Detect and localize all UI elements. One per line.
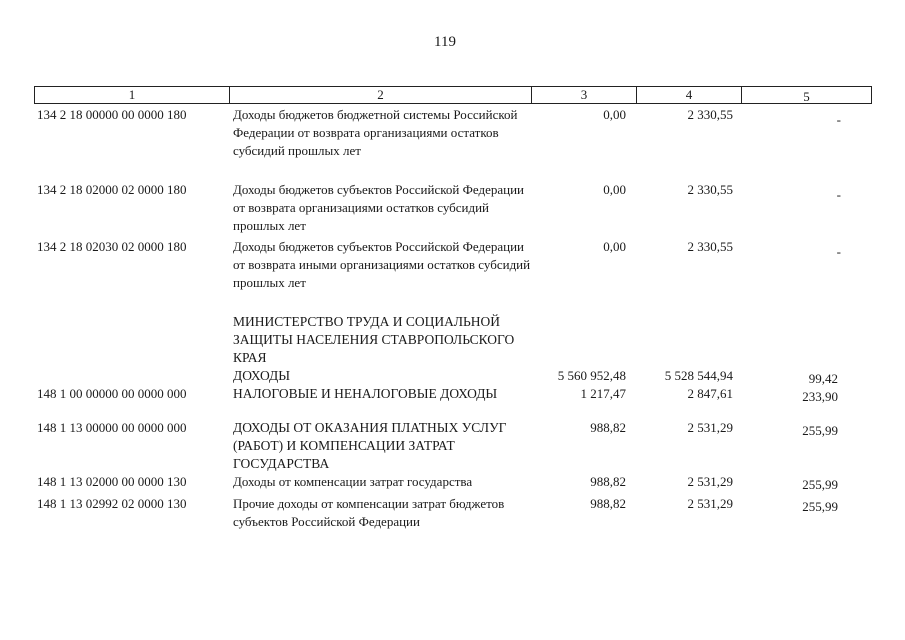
column-header-2: 2 — [230, 87, 532, 103]
row-description: ДОХОДЫ ОТ ОКАЗАНИЯ ПЛАТНЫХ УСЛУГ (РАБОТ) И КОМПЕНСАЦИИ ЗАТРАТ ГОСУДАРСТВА — [233, 420, 507, 471]
value-col4: 2 531,29 — [687, 474, 733, 489]
ministry-heading: МИНИСТЕРСТВО ТРУДА И СОЦИАЛЬНОЙ ЗАЩИТЫ НАСЕЛЕНИЯ СТАВРОПОЛЬСКОГО КРАЯ — [233, 314, 515, 365]
value-col3: 988,82 — [590, 420, 626, 435]
budget-code: 148 1 00 00000 00 0000 000 — [37, 386, 187, 401]
value-col5: - — [836, 244, 841, 259]
value-col4: 2 531,29 — [687, 496, 733, 511]
value-col5: 233,90 — [802, 389, 838, 404]
budget-code: 148 1 13 00000 00 0000 000 — [37, 420, 187, 435]
page-number: 119 — [434, 34, 456, 50]
value-col3: 988,82 — [590, 474, 626, 489]
budget-code: 134 2 18 02000 02 0000 180 — [37, 182, 187, 197]
table-column-header — [34, 86, 872, 104]
value-col5: - — [836, 112, 841, 127]
value-col3: 1 217,47 — [580, 386, 626, 401]
value-col4: 2 330,55 — [687, 107, 733, 122]
value-col4: 2 531,29 — [687, 420, 733, 435]
budget-code: 148 1 13 02000 00 0000 130 — [37, 474, 187, 489]
row-description: Доходы бюджетов субъектов Российской Федерации от возврата иными организациями остатков субсидий прошлых лет — [233, 239, 531, 290]
value-col3: 0,00 — [603, 182, 626, 197]
value-col5: 255,99 — [802, 477, 838, 492]
value-col3: 5 560 952,48 — [557, 368, 626, 383]
budget-code: 134 2 18 02030 02 0000 180 — [37, 239, 187, 254]
value-col4: 5 528 544,94 — [664, 368, 733, 383]
row-description: Доходы бюджетов субъектов Российской Федерации от возврата организациями остатков субсидий прошлых лет — [233, 182, 524, 233]
column-header-1: 1 — [35, 87, 230, 103]
column-header-3: 3 — [532, 87, 637, 103]
value-col5: 255,99 — [802, 423, 838, 438]
budget-code: 148 1 13 02992 02 0000 130 — [37, 496, 187, 511]
row-description: Прочие доходы от компенсации затрат бюджетов субъектов Российской Федерации — [233, 496, 505, 529]
row-description: Доходы бюджетов бюджетной системы Российской Федерации от возврата организациями остатков субсидий прошлых лет — [233, 107, 518, 158]
column-header-4: 4 — [637, 87, 742, 103]
value-col3: 0,00 — [603, 239, 626, 254]
value-col4: 2 330,55 — [687, 239, 733, 254]
value-col5: 255,99 — [802, 499, 838, 514]
budget-code: 134 2 18 00000 00 0000 180 — [37, 107, 187, 122]
value-col3: 0,00 — [603, 107, 626, 122]
value-col5: 99,42 — [808, 371, 838, 386]
value-col4: 2 330,55 — [687, 182, 733, 197]
row-description: НАЛОГОВЫЕ И НЕНАЛОГОВЫЕ ДОХОДЫ — [233, 386, 498, 401]
row-description: Доходы от компенсации затрат государства — [233, 474, 473, 489]
column-header-5: 5 — [803, 89, 810, 104]
value-col3: 988,82 — [590, 496, 626, 511]
value-col4: 2 847,61 — [687, 386, 733, 401]
value-col5: - — [836, 187, 841, 202]
row-description: ДОХОДЫ — [233, 368, 291, 383]
